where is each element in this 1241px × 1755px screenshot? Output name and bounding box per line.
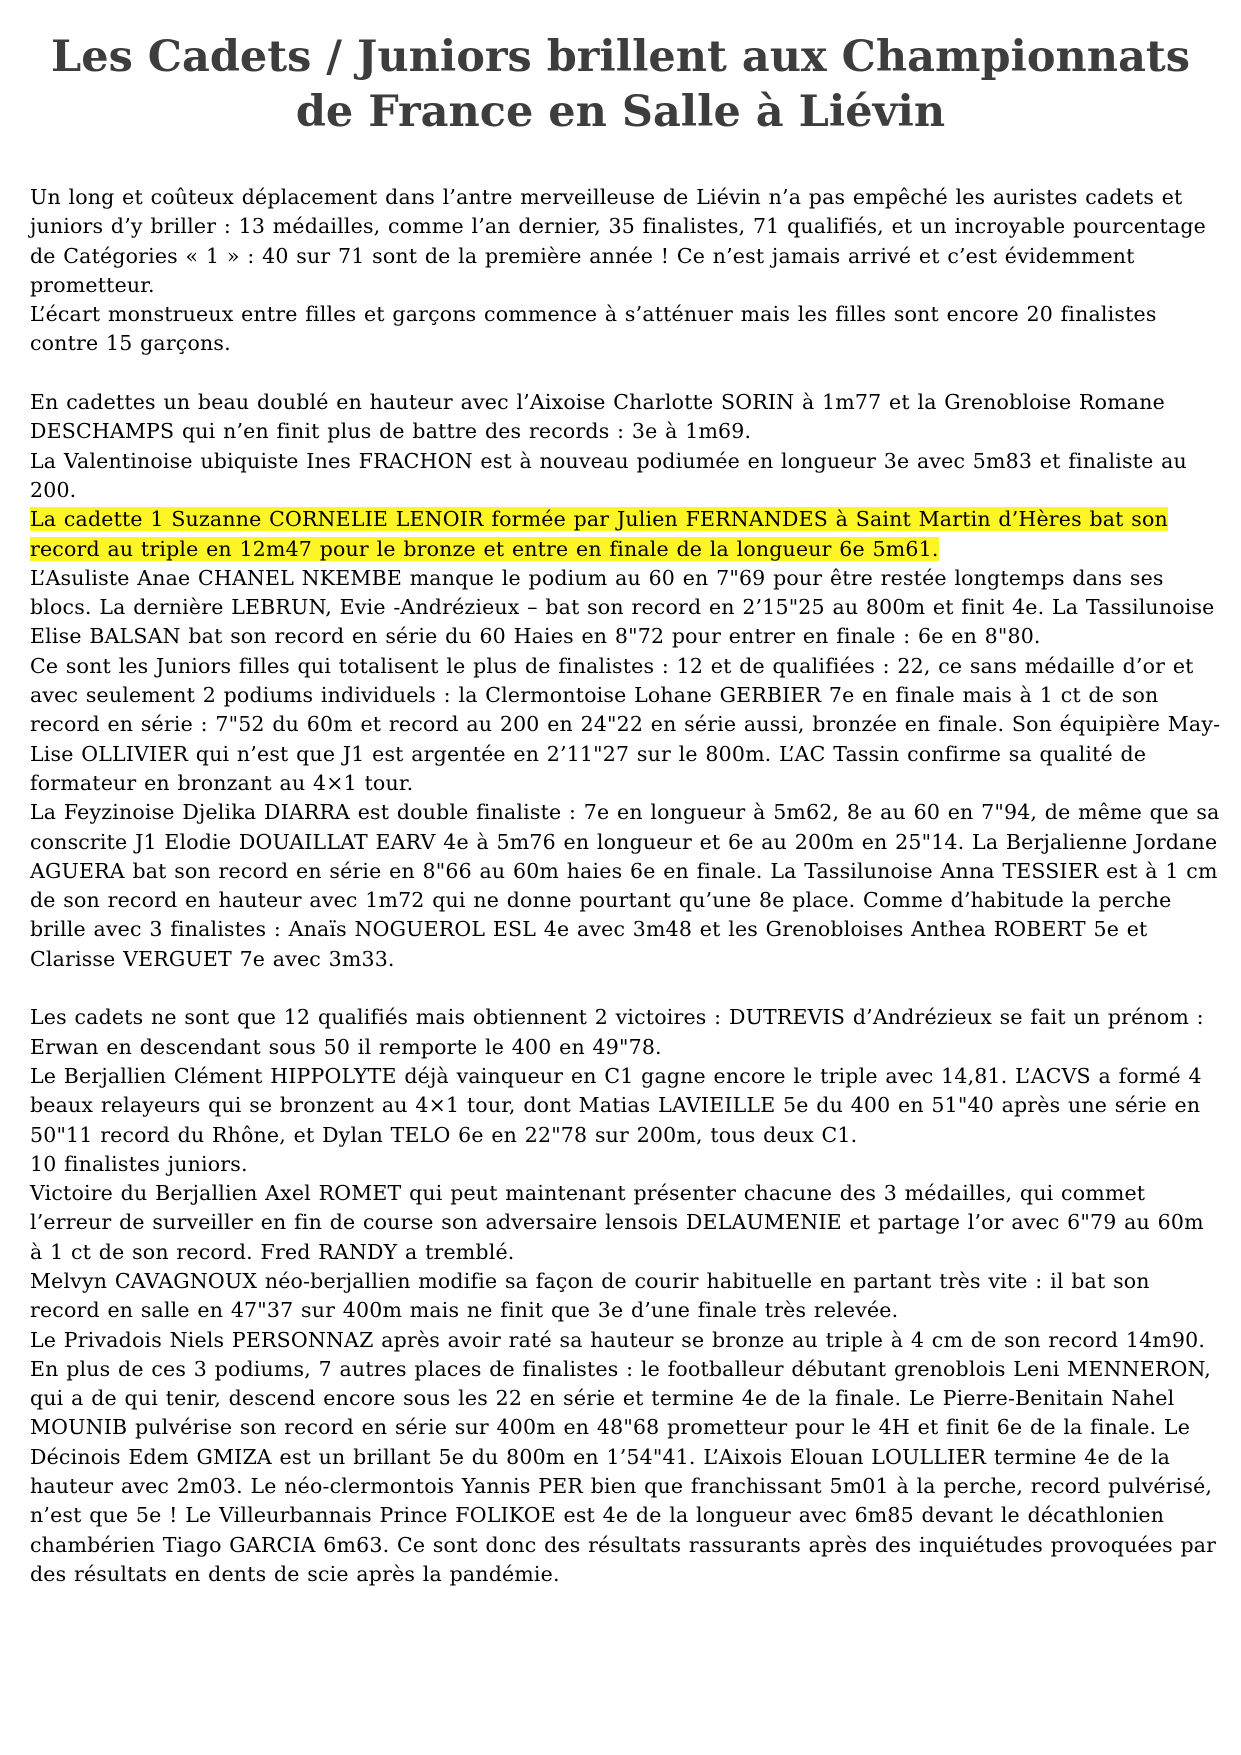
- paragraph: L’Asuliste Anae CHANEL NKEMBE manque le podium au 60 en 7"69 pour être restée longtemps dans ses blocs. La dernière LEBRUN, Evie -Andrézieux – bat son record en 2’15"25 au 800m et finit 4e. La Tassilunoise Elise BALSAN bat son record en série du 60 Haies en 8"72 pour entrer en finale : 6e en 8"80.: [30, 565, 1215, 649]
- paragraph: Le Berjallien Clément HIPPOLYTE déjà vainqueur en C1 gagne encore le triple avec 14,81. L’ACVS a formé 4 beaux relayeurs qui se bronzent au 4×1 tour, dont Matias LAVIEILLE 5e du 400 en 51"40 après une série en 50"11 record du Rhône, et Dylan TELO 6e en 22"78 sur 200m, tous deux C1.: [30, 1063, 1202, 1147]
- article-body: [30, 183, 1222, 1589]
- boys-section: [30, 1003, 1222, 1589]
- paragraph: Melvyn CAVAGNOUX néo-berjallien modifie sa façon de courir habituelle en partant très vite : il bat son record en salle en 47"37 sur 400m mais ne finit que 3e d’une finale très relevée.: [30, 1268, 1150, 1323]
- highlighted-text: La cadette 1 Suzanne CORNELIE LENOIR formée par Julien FERNANDES à Saint Martin d’Hères bat son record au triple en 12m47 pour le bronze et entre en finale de la longueur 6e 5m61.: [30, 507, 1168, 561]
- intro-section: [30, 183, 1222, 359]
- paragraph: La Feyzinoise Djelika DIARRA est double finaliste : 7e en longueur à 5m62, 8e au 60 en 7"94, de même que sa conscrite J1 Elodie DOUAILLAT EARV 4e à 5m76 en longueur et 6e au 200m en 25"14. La Berjalienne Jordane AGUERA bat son record en série en 8"66 au 60m haies 6e en finale. La Tassilunoise Anna TESSIER est à 1 cm de son record en hauteur avec 1m72 qui ne donne pourtant qu’une 8e place. Comme d’habitude la perche brille avec 3 finalistes : Anaïs NOGUEROL ESL 4e avec 3m48 et les Grenobloises Anthea ROBERT 5e et Clarisse VERGUET 7e avec 3m33.: [30, 800, 1220, 971]
- paragraph: Le Privadois Niels PERSONNAZ après avoir raté sa hauteur se bronze au triple à 4 cm de son record 14m90.: [30, 1327, 1206, 1352]
- paragraph: En cadettes un beau doublé en hauteur avec l’Aixoise Charlotte SORIN à 1m77 et la Grenobloise Romane DESCHAMPS qui n’en finit plus de battre des records : 3e à 1m69.: [30, 390, 1165, 444]
- paragraph: Victoire du Berjallien Axel ROMET qui peut maintenant présenter chacune des 3 médailles, qui commet l’erreur de surveiller en fin de course son adversaire lensois DELAUMENIE et partage l’or avec 6"79 au 60m à 1 ct de son record. Fred RANDY a tremblé.: [30, 1181, 1204, 1264]
- paragraph: En plus de ces 3 podiums, 7 autres places de finalistes : le footballeur débutant grenoblois Leni MENNERON, qui a de qui tenir, descend encore sous les 22 en série et termine 4e de la finale. Le Pierre-Benitain Nahel MOUNIB pulvérise son record en série sur 400m en 48"68 prometteur pour le 4H et finit 6e de la finale. Le Décinois Edem GMIZA est un brillant 5e du 800m en 1’54"41. L’Aixois Elouan LOULLIER termine 4e de la hauteur avec 2m03. Le néo-clermontois Yannis PER bien que franchissant 5m01 à la perche, record pulvérisé, n’est que 5e ! Le Villeurbannais Prince FOLIKOE est 4e de la longueur avec 6m85 devant le décathlonien chambérien Tiago GARCIA 6m63. Ce sont donc des résultats rassurants après des inquiétudes provoquées par des résultats en dents de scie après la pandémie.: [30, 1356, 1217, 1586]
- article-title: Les Cadets / Juniors brillent aux Championnats de France en Salle à Liévin: [50, 32, 1191, 137]
- paragraph: L’écart monstrueux entre filles et garçons commence à s’atténuer mais les filles sont encore 20 finalistes contre 15 garçons.: [30, 302, 1157, 356]
- paragraph: Un long et coûteux déplacement dans l’antre merveilleuse de Liévin n’a pas empêché les auristes cadets et juniors d’y briller : 13 médailles, comme l’an dernier, 35 finalistes, 71 qualifiés, et un incroyable pourcentage de Catégories « 1 » : 40 sur 71 sont de la première année ! Ce n’est jamais arrivé et c’est évidemment prometteur.: [30, 185, 1206, 297]
- girls-section: [30, 388, 1222, 974]
- paragraph: 10 finalistes juniors.: [30, 1151, 248, 1176]
- paragraph: Les cadets ne sont que 12 qualifiés mais obtiennent 2 victoires : DUTREVIS d’Andrézieux se fait un prénom : Erwan en descendant sous 50 il remporte le 400 en 49"78.: [30, 1005, 1204, 1059]
- paragraph: Ce sont les Juniors filles qui totalisent le plus de finalistes : 12 et de qualifiées : 22, ce sans médaille d’or et avec seulement 2 podiums individuels : la Clermontoise Lohane GERBIER 7e en finale mais à 1 ct de son record en série : 7"52 du 60m et record au 200 en 24"22 en série aussi, bronzée en finale. Son équipière May-Lise OLLIVIER qui n’est que J1 est argentée en 2’11"27 sur le 800m. L’AC Tassin confirme sa qualité de formateur en bronzant au 4×1 tour.: [30, 653, 1221, 795]
- paragraph: La Valentinoise ubiquiste Ines FRACHON est à nouveau podiumée en longueur 3e avec 5m83 et finaliste au 200.: [30, 448, 1187, 502]
- highlighted-paragraph: [30, 505, 1222, 564]
